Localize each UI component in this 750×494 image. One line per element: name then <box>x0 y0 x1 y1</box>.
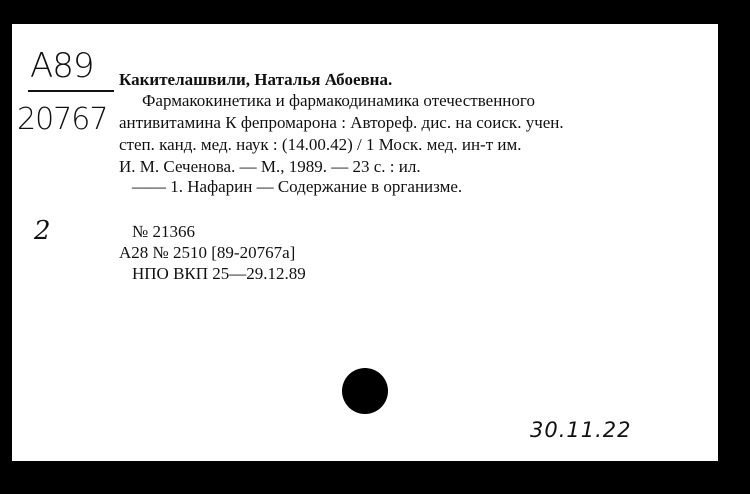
call-number-top: A89 <box>30 46 94 86</box>
call-number-underline <box>28 90 114 92</box>
description-line-1: Фармакокинетика и фармакодинамика отечественного <box>142 91 535 110</box>
description-line-2: антивитамина К фепромарона : Автореф. дис. на соиск. учен. <box>119 113 564 132</box>
catalog-card <box>12 24 718 461</box>
npo-stamp-line: НПО ВКП 25—29.12.89 <box>132 264 306 283</box>
description-line-4: И. М. Сеченова. — М., 1989. — 23 с. : ил. <box>119 157 421 176</box>
punch-hole <box>342 368 388 414</box>
handwritten-date: 30.11.22 <box>530 418 632 442</box>
author-heading: Какителашвили, Наталья Абоевна. <box>119 70 393 89</box>
call-number-bottom: 20767 <box>17 102 108 137</box>
description-line-3: степ. канд. мед. наук : (14.00.42) / 1 Моск. мед. ин-т им. <box>119 135 522 154</box>
inventory-number: А28 № 2510 [89-20767а] <box>119 243 296 262</box>
handwritten-mark: 2 <box>34 216 51 246</box>
accession-number: № 21366 <box>132 222 195 241</box>
subject-heading-line: —— 1. Нафарин — Содержание в организме. <box>132 177 463 196</box>
